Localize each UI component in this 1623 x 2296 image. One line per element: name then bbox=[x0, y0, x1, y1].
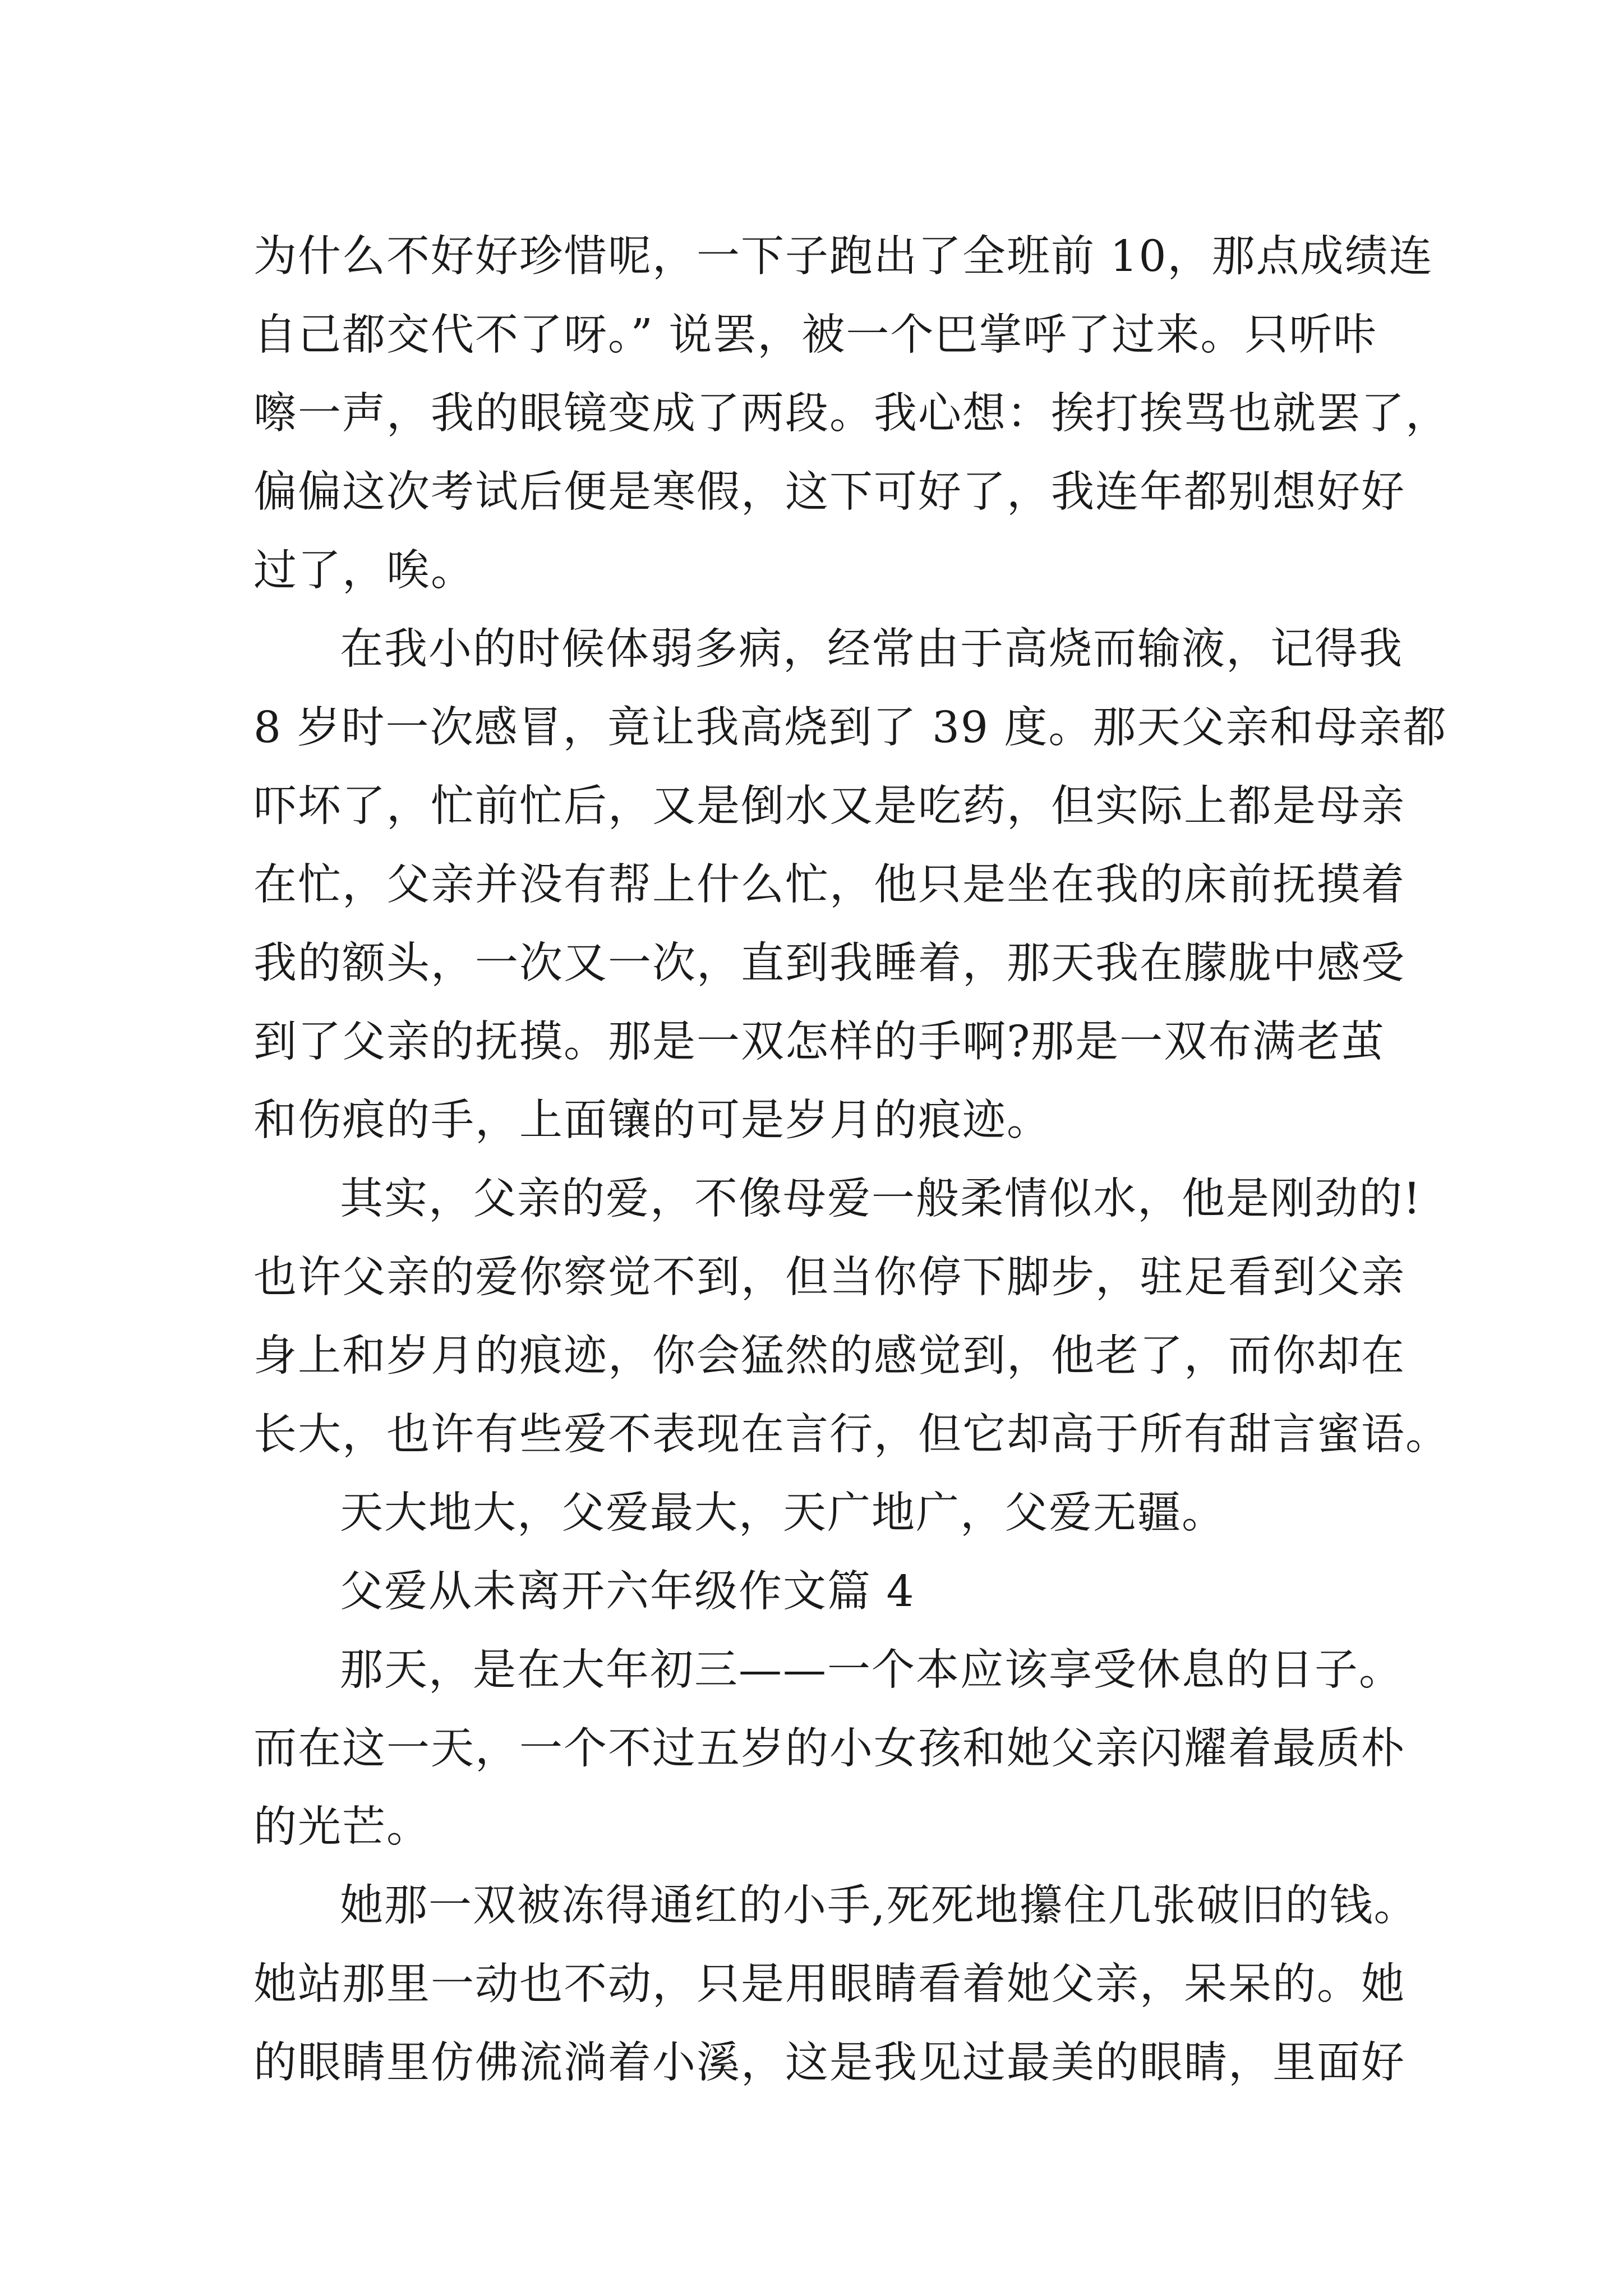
document-body bbox=[253, 218, 1450, 2102]
text-line: 8 岁时一次感冒，竟让我高烧到了 39 度。那天父亲和母亲都 bbox=[253, 703, 1447, 753]
text-line: 她站那里一动也不动，只是用眼睛看着她父亲，呆呆的。她 bbox=[253, 1959, 1405, 2009]
text-line: 在忙，父亲并没有帮上什么忙，他只是坐在我的床前抚摸着 bbox=[253, 860, 1405, 910]
paragraph-3 bbox=[253, 1160, 1450, 1474]
text-line: 的眼睛里仿佛流淌着小溪，这是我见过最美的眼睛，里面好 bbox=[253, 2038, 1405, 2088]
text-line: 身上和岁月的痕迹，你会猛然的感觉到，他老了，而你却在 bbox=[253, 1331, 1405, 1381]
text-line: 她那一双被冻得通红的小手,死死地攥住几张破旧的钱。 bbox=[340, 1881, 1418, 1931]
heading-line: 父爱从未离开六年级作文篇 4 bbox=[340, 1567, 915, 1617]
text-line: 为什么不好好珍惜呢，一下子跑出了全班前 10，那点成绩连 bbox=[253, 232, 1433, 282]
text-line: 到了父亲的抚摸。那是一双怎样的手啊?那是一双布满老茧 bbox=[253, 1017, 1386, 1067]
text-line: 在我小的时候体弱多病，经常由于高烧而输液，记得我 bbox=[340, 624, 1403, 674]
text-line: 我的额头，一次又一次，直到我睡着，那天我在朦胧中感受 bbox=[253, 938, 1405, 988]
text-line: 吓坏了，忙前忙后，又是倒水又是吃药，但实际上都是母亲 bbox=[253, 781, 1405, 831]
text-line: 其实，父亲的爱，不像母爱一般柔情似水，他是刚劲的! bbox=[340, 1174, 1422, 1224]
text-line: 过了，唉。 bbox=[253, 546, 475, 596]
paragraph-1 bbox=[253, 218, 1450, 610]
text-line: 偏偏这次考试后便是寒假，这下可好了，我连年都别想好好 bbox=[253, 467, 1405, 517]
text-line: 那天，是在大年初三——一个本应该享受休息的日子。 bbox=[340, 1645, 1403, 1695]
text-line: 的光芒。 bbox=[253, 1802, 431, 1852]
paragraph-4 bbox=[253, 1474, 1370, 1553]
text-line: 自己都交代不了呀。” 说罢，被一个巴掌呼了过来。只听咔 bbox=[253, 310, 1378, 360]
text-line: 也许父亲的爱你察觉不到，但当你停下脚步，驻足看到父亲 bbox=[253, 1253, 1405, 1303]
section-heading bbox=[253, 1553, 1370, 1631]
text-line: 嚓一声，我的眼镜变成了两段。我心想：挨打挨骂也就罢了， bbox=[253, 389, 1450, 439]
paragraph-6 bbox=[253, 1631, 1405, 1867]
text-line: 天大地大，父爱最大，天广地广，父爱无疆。 bbox=[340, 1488, 1226, 1538]
text-line: 而在这一天，一个不过五岁的小女孩和她父亲闪耀着最质朴 bbox=[253, 1724, 1405, 1774]
paragraph-2 bbox=[253, 610, 1447, 1160]
text-line: 长大，也许有些爱不表现在言行，但它却高于所有甜言蜜语。 bbox=[253, 1410, 1450, 1460]
text-line: 和伤痕的手，上面镶的可是岁月的痕迹。 bbox=[253, 1096, 1051, 1145]
paragraph-7 bbox=[253, 1867, 1418, 2102]
